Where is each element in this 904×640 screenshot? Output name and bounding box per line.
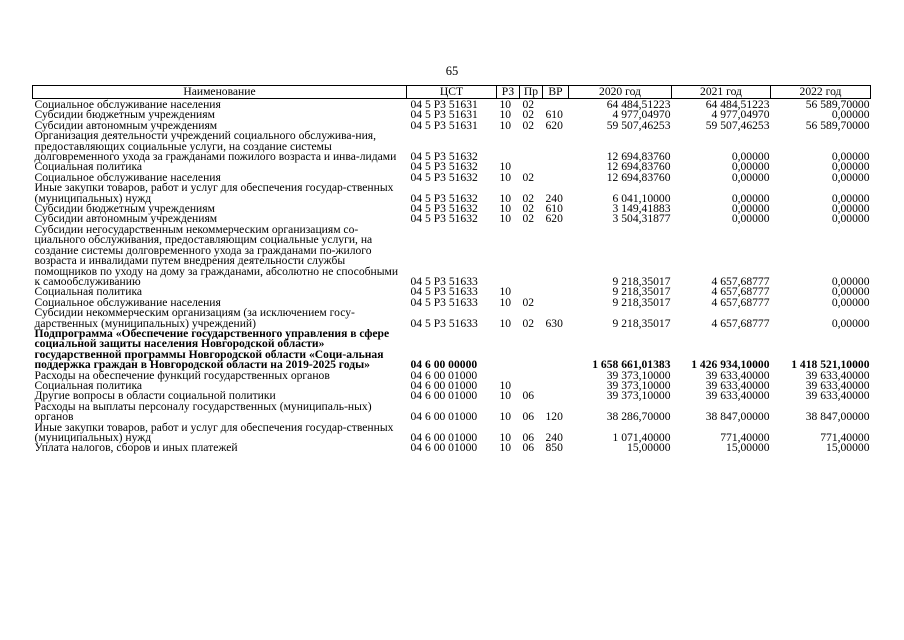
cell-name: Иные закупки товаров, работ и услуг для обеспечения государ-ственных (муниципальных) нужд bbox=[34, 181, 394, 205]
cell-2021: 4 657,68777 bbox=[711, 316, 770, 330]
cell-2022: 39 633,40000 bbox=[805, 368, 870, 382]
table-row bbox=[33, 423, 871, 444]
cell-rz: 10 bbox=[499, 285, 512, 299]
cell-name: Субсидии негосударственным некоммерческим организациям со-циального обслуживания, предоставляющим социальные услуги, на создание системы долговременного ухода за гражданами по-жилого возраста и инвалидами путем внедрения деятельности службы помощников по уходу на дому за гражданами, абсолютно не способными к самообслуживанию bbox=[34, 222, 399, 288]
cell-name: Уплата налогов, сборов и иных платежей bbox=[34, 441, 238, 455]
cell-pr: 02 bbox=[522, 202, 535, 216]
cell-2021: 39 633,40000 bbox=[705, 378, 770, 392]
cell-vr bbox=[543, 298, 569, 308]
cell-2020: 12 694,83760 bbox=[606, 150, 671, 164]
cell-csr: 04 5 Р3 51632 bbox=[410, 170, 478, 184]
cell-name: Субсидии бюджетным учреждениям bbox=[34, 202, 215, 216]
header-csr: ЦСТ bbox=[407, 86, 497, 99]
cell-2020: 12 694,83760 bbox=[606, 160, 671, 174]
cell-2020: 6 041,10000 bbox=[612, 191, 671, 205]
table-header-row bbox=[33, 86, 871, 99]
cell-name: Социальная политика bbox=[34, 160, 143, 174]
cell-rz: 10 bbox=[499, 191, 512, 205]
cell-csr: 04 6 00 01000 bbox=[410, 410, 478, 424]
cell-vr: 610 bbox=[545, 202, 563, 216]
cell-2021: 59 507,46253 bbox=[705, 118, 770, 132]
cell-name: Другие вопросы в области социальной политики bbox=[34, 389, 276, 403]
table-row bbox=[33, 183, 871, 204]
cell-2020: 39 373,10000 bbox=[606, 389, 671, 403]
cell-2022: 0,00000 bbox=[831, 160, 870, 174]
cell-2022: 0,00000 bbox=[831, 170, 870, 184]
cell-rz: 10 bbox=[499, 410, 512, 424]
cell-2021: 0,00000 bbox=[731, 212, 770, 226]
cell-csr: 04 5 Р3 51631 bbox=[410, 118, 478, 132]
cell-csr: 04 5 Р3 51631 bbox=[410, 98, 478, 111]
cell-2022: 0,00000 bbox=[831, 295, 870, 309]
cell-2021: 771,40000 bbox=[720, 431, 770, 444]
cell-2021: 4 977,04970 bbox=[711, 108, 770, 122]
cell-vr bbox=[543, 131, 569, 162]
cell-name: Иные закупки товаров, работ и услуг для обеспечения государ-ственных (муниципальных) нужд bbox=[34, 420, 394, 444]
cell-2020: 64 484,51223 bbox=[606, 98, 671, 111]
table-row bbox=[33, 443, 871, 453]
cell-csr: 04 6 00 01000 bbox=[410, 441, 478, 455]
cell-2020: 59 507,46253 bbox=[606, 118, 671, 132]
cell-2020: 39 373,10000 bbox=[606, 368, 671, 382]
cell-vr: 610 bbox=[545, 108, 563, 122]
cell-2022: 56 589,70000 bbox=[805, 98, 870, 111]
table-body bbox=[33, 99, 871, 454]
cell-vr bbox=[543, 173, 569, 183]
cell-2021: 38 847,00000 bbox=[705, 410, 770, 424]
cell-rz: 10 bbox=[499, 118, 512, 132]
header-name: Наименование bbox=[33, 86, 407, 99]
cell-2022: 771,40000 bbox=[820, 431, 870, 444]
cell-2021: 1 426 934,10000 bbox=[691, 358, 770, 372]
cell-2021: 39 633,40000 bbox=[705, 368, 770, 382]
cell-2022: 0,00000 bbox=[831, 150, 870, 164]
cell-pr: 02 bbox=[522, 212, 535, 226]
cell-rz: 10 bbox=[499, 170, 512, 184]
cell-name: Субсидии бюджетным учреждениям bbox=[34, 108, 215, 122]
cell-csr: 04 5 Р3 51632 bbox=[410, 160, 478, 174]
cell-csr: 04 6 00 01000 bbox=[410, 368, 478, 382]
cell-pr: 06 bbox=[522, 389, 535, 403]
cell-rz: 10 bbox=[499, 98, 512, 111]
cell-pr bbox=[520, 131, 543, 162]
cell-vr: 630 bbox=[545, 316, 563, 330]
cell-vr bbox=[543, 329, 569, 371]
cell-2022: 15,00000 bbox=[826, 441, 870, 455]
cell-pr: 02 bbox=[522, 170, 535, 184]
cell-2020: 12 694,83760 bbox=[606, 170, 671, 184]
cell-rz: 10 bbox=[499, 378, 512, 392]
cell-rz: 10 bbox=[499, 108, 512, 122]
header-vr: ВР bbox=[543, 86, 569, 99]
cell-pr: 02 bbox=[522, 191, 535, 205]
cell-vr bbox=[543, 225, 569, 287]
cell-name: Расходы на обеспечение функций государственных органов bbox=[34, 368, 330, 382]
table-row bbox=[33, 225, 871, 287]
cell-vr bbox=[543, 162, 569, 172]
cell-2021: 4 657,68777 bbox=[711, 295, 770, 309]
cell-vr: 240 bbox=[545, 431, 563, 444]
cell-rz: 10 bbox=[499, 431, 512, 444]
cell-name: Социальная политика bbox=[34, 378, 143, 392]
header-2021: 2021 год bbox=[672, 86, 771, 99]
cell-pr: 02 bbox=[522, 98, 535, 111]
cell-vr bbox=[543, 391, 569, 401]
cell-2020: 9 218,35017 bbox=[612, 316, 671, 330]
cell-rz bbox=[497, 329, 520, 371]
cell-2022: 39 633,40000 bbox=[805, 378, 870, 392]
cell-2020: 1 071,40000 bbox=[612, 431, 671, 444]
cell-csr: 04 5 Р3 51632 bbox=[410, 212, 478, 226]
cell-pr bbox=[520, 371, 543, 381]
cell-pr: 06 bbox=[522, 441, 535, 455]
cell-rz bbox=[497, 131, 520, 162]
cell-name: Социальная политика bbox=[34, 285, 143, 299]
cell-2022: 56 589,70000 bbox=[805, 118, 870, 132]
cell-2021: 15,00000 bbox=[726, 441, 770, 455]
cell-2022: 0,00000 bbox=[831, 212, 870, 226]
cell-rz: 10 bbox=[499, 202, 512, 216]
cell-2020: 15,00000 bbox=[627, 441, 671, 455]
cell-vr bbox=[543, 287, 569, 297]
cell-pr: 06 bbox=[522, 410, 535, 424]
cell-vr: 850 bbox=[545, 441, 563, 455]
cell-csr: 04 5 Р3 51632 bbox=[410, 202, 478, 216]
cell-rz bbox=[497, 225, 520, 287]
cell-rz: 10 bbox=[499, 212, 512, 226]
table-row bbox=[33, 329, 871, 371]
cell-2022: 0,00000 bbox=[831, 108, 870, 122]
cell-csr: 04 5 Р3 51632 bbox=[410, 150, 478, 164]
cell-2020: 9 218,35017 bbox=[612, 285, 671, 299]
cell-name: Субсидии автономным учреждениям bbox=[34, 212, 218, 226]
cell-vr: 240 bbox=[545, 191, 563, 205]
cell-rz: 10 bbox=[499, 295, 512, 309]
header-2020: 2020 год bbox=[569, 86, 672, 99]
cell-2022: 38 847,00000 bbox=[805, 410, 870, 424]
cell-rz: 10 bbox=[499, 389, 512, 403]
header-pr: Пр bbox=[520, 86, 543, 99]
cell-name: Подпрограмма «Обеспечение государственного управления в сфере социальной защиты населения Новгородской области» государственной программы Новгородской области «Соци-альная поддержка граждан в Новгородской области на 2019-2025 годы» bbox=[34, 326, 390, 372]
cell-name: Субсидии автономным учреждениям bbox=[34, 118, 218, 132]
cell-pr: 06 bbox=[522, 431, 535, 444]
table-row bbox=[33, 131, 871, 162]
cell-name: Социальное обслуживание населения bbox=[34, 98, 221, 111]
cell-pr: 02 bbox=[522, 316, 535, 330]
cell-2020: 3 149,41883 bbox=[612, 202, 671, 216]
cell-2020: 39 373,10000 bbox=[606, 378, 671, 392]
page-number: 65 bbox=[445, 64, 459, 78]
table-row bbox=[33, 308, 871, 329]
cell-2021: 0,00000 bbox=[731, 191, 770, 205]
cell-csr: 04 5 Р3 51633 bbox=[410, 316, 478, 330]
cell-2021: 39 633,40000 bbox=[705, 389, 770, 403]
cell-2021: 0,00000 bbox=[731, 160, 770, 174]
cell-2022: 0,00000 bbox=[831, 202, 870, 216]
cell-name: Расходы на выплаты персоналу государственных (муниципаль-ных) органов bbox=[34, 399, 372, 424]
cell-csr: 04 5 Р3 51632 bbox=[410, 191, 478, 205]
cell-2020: 3 504,31877 bbox=[612, 212, 671, 226]
cell-csr: 04 5 Р3 51633 bbox=[410, 285, 478, 299]
cell-2020: 9 218,35017 bbox=[612, 295, 671, 309]
cell-pr: 02 bbox=[522, 108, 535, 122]
cell-pr: 02 bbox=[522, 118, 535, 132]
cell-2021: 4 657,68777 bbox=[711, 274, 770, 288]
cell-csr: 04 6 00 01000 bbox=[410, 431, 478, 444]
cell-csr: 04 6 00 00000 bbox=[410, 358, 478, 372]
header-rz: РЗ bbox=[497, 86, 520, 99]
cell-2022: 0,00000 bbox=[831, 191, 870, 205]
cell-csr: 04 5 Р3 51631 bbox=[410, 108, 478, 122]
cell-rz: 10 bbox=[499, 316, 512, 330]
cell-name: Социальное обслуживание населения bbox=[34, 295, 221, 309]
cell-vr: 120 bbox=[545, 410, 563, 424]
cell-2022: 0,00000 bbox=[831, 316, 870, 330]
cell-2021: 0,00000 bbox=[731, 202, 770, 216]
cell-csr: 04 6 00 01000 bbox=[410, 389, 478, 403]
cell-2022: 0,00000 bbox=[831, 274, 870, 288]
cell-2022: 0,00000 bbox=[831, 285, 870, 299]
cell-2020: 9 218,35017 bbox=[612, 274, 671, 288]
cell-csr: 04 5 Р3 51633 bbox=[410, 274, 478, 288]
cell-name: Социальное обслуживание населения bbox=[34, 170, 221, 184]
cell-2020: 4 977,04970 bbox=[612, 108, 671, 122]
cell-vr: 620 bbox=[545, 212, 563, 226]
cell-2020: 38 286,70000 bbox=[606, 410, 671, 424]
cell-2021: 4 657,68777 bbox=[711, 285, 770, 299]
cell-rz: 10 bbox=[499, 441, 512, 455]
cell-csr: 04 6 00 01000 bbox=[410, 378, 478, 392]
cell-2021: 0,00000 bbox=[731, 170, 770, 184]
header-2022: 2022 год bbox=[771, 86, 871, 99]
cell-csr: 04 5 Р3 51633 bbox=[410, 295, 478, 309]
cell-2021: 0,00000 bbox=[731, 150, 770, 164]
cell-name: Организация деятельности учреждений социального обслужива-ния, предоставляющих социальные услуги, на создание системы долговременного ухода за гражданами пожилого возраста и инва-лидами bbox=[34, 129, 397, 164]
cell-2022: 39 633,40000 bbox=[805, 389, 870, 403]
table-row bbox=[33, 402, 871, 423]
cell-pr bbox=[520, 329, 543, 371]
cell-name: Субсидии некоммерческим организациям (за исключением госу-дарственных (муниципальных) учреждений) bbox=[34, 306, 355, 330]
cell-vr bbox=[543, 381, 569, 391]
cell-pr bbox=[520, 225, 543, 287]
cell-2020: 1 658 661,01383 bbox=[592, 358, 671, 372]
budget-table bbox=[32, 85, 871, 454]
cell-rz: 10 bbox=[499, 160, 512, 174]
cell-2022: 1 418 521,10000 bbox=[791, 358, 870, 372]
cell-vr bbox=[543, 371, 569, 381]
cell-vr: 620 bbox=[545, 118, 563, 132]
cell-2021: 64 484,51223 bbox=[705, 98, 770, 111]
cell-pr: 02 bbox=[522, 295, 535, 309]
